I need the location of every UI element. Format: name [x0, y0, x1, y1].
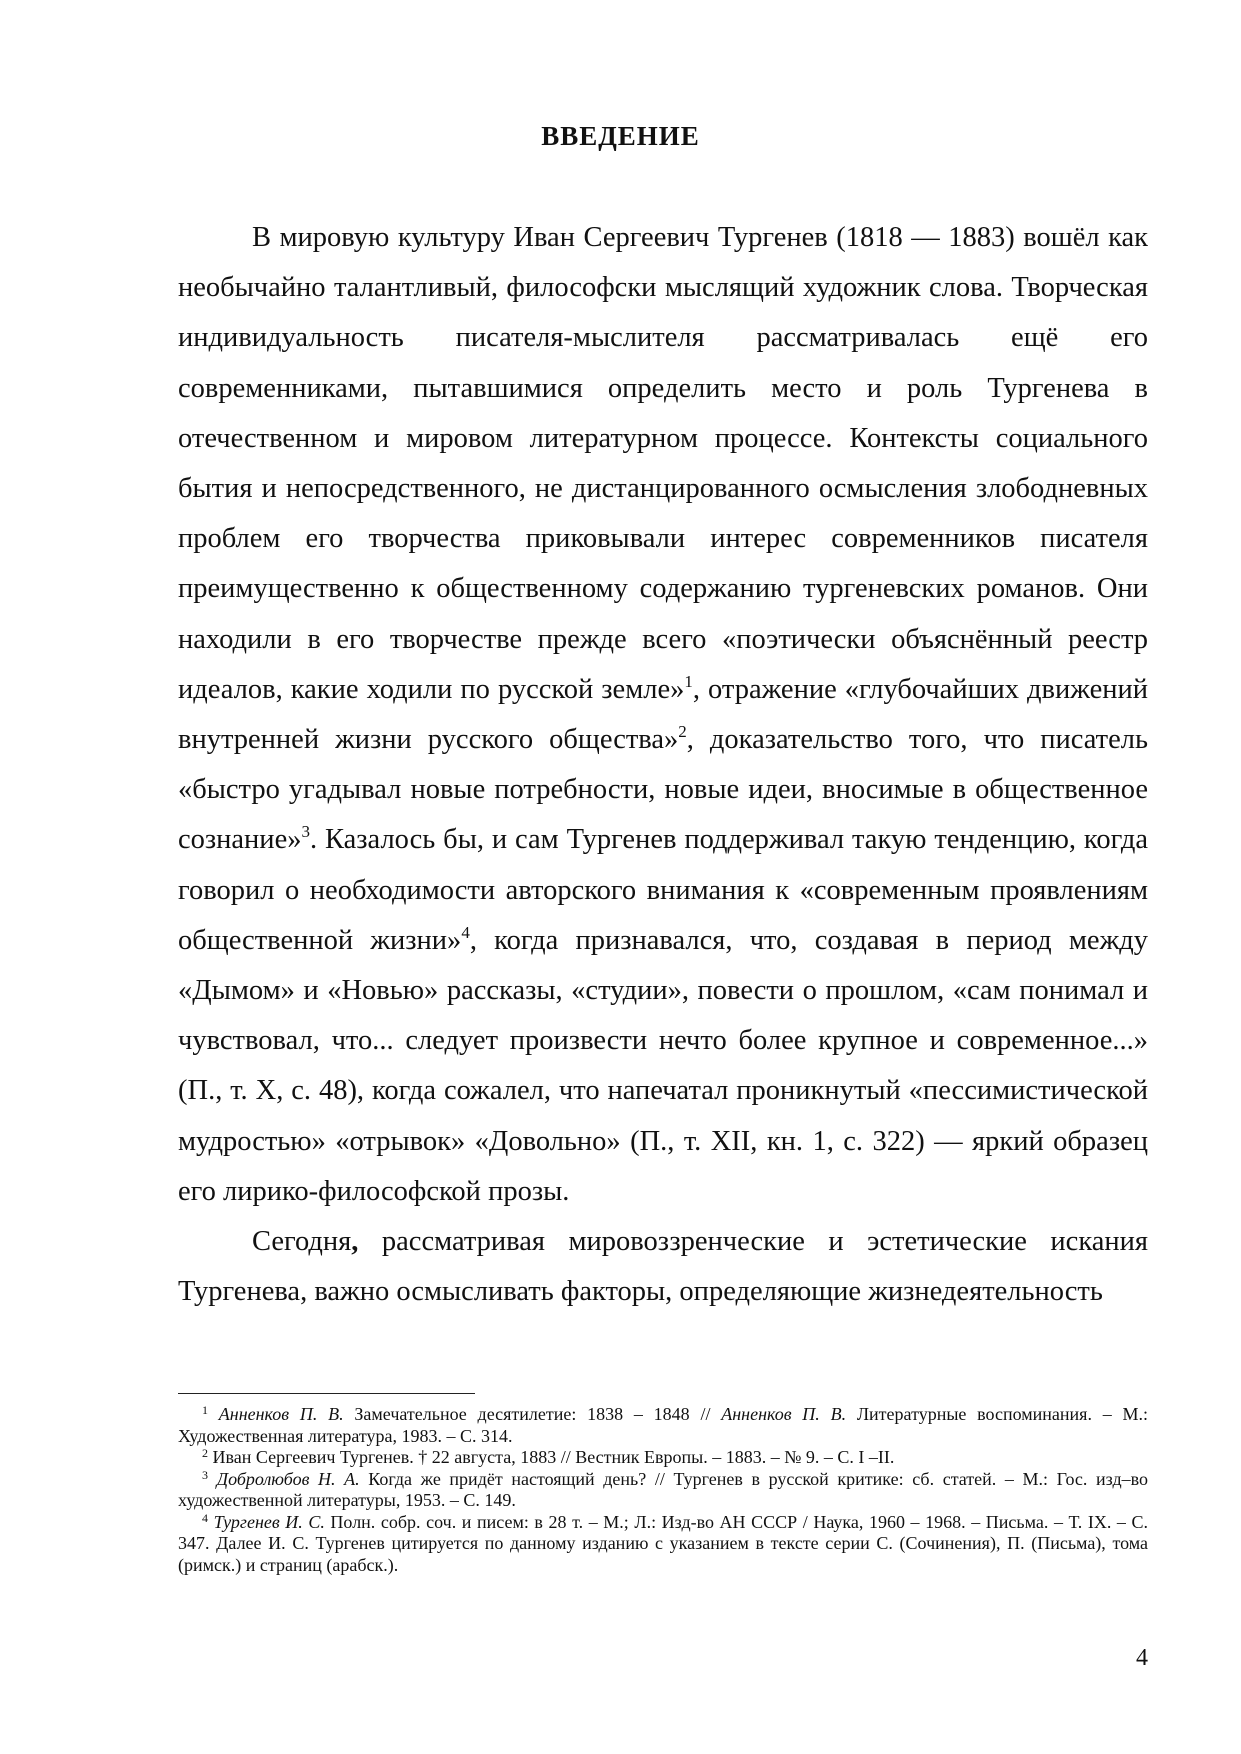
main-text [178, 213, 1148, 1317]
footnote-text: Замечательное десятилетие: 1838 – 1848 // [343, 1404, 722, 1424]
paragraph-text: . Казалось бы, и сам Тургенев поддерживал такую тенденцию, когда говорил о необходимости авторского внимания к «современным проявлениям общественной жизни» [178, 824, 1148, 956]
page-number: 4 [1136, 1645, 1148, 1671]
paragraph-footnote-ref: 4 [461, 922, 470, 942]
footnote [178, 1512, 1148, 1577]
paragraph [178, 1217, 1148, 1317]
footnote-text: Литературные воспоминания. – М.: Художественная литература, 1983. – С. 314. [178, 1404, 1149, 1446]
paragraph-footnote-ref: 2 [678, 722, 687, 742]
footnote-text: Иван Сергеевич Тургенев. † 22 августа, 1883 // Вестник Европы. – 1883. – № 9. – С. I –II. [208, 1447, 895, 1467]
paragraph-bold-text: , [351, 1226, 359, 1258]
footnote-italic-text: Тургенев И. С. [213, 1511, 325, 1532]
page-title: ВВЕДЕНИЕ [541, 121, 700, 151]
footnote-text [208, 1404, 219, 1424]
footnote-italic-text: Анненков П. В. [721, 1404, 847, 1424]
footnote-text [208, 1469, 217, 1489]
footnote-divider [178, 1393, 475, 1394]
paragraph-text: , доказательство того, что писатель «быстро угадывал новые потребности, новые идеи, вносимые в общественное сознание» [178, 724, 1148, 856]
footnote [178, 1404, 1148, 1447]
paragraph-text: Сегодня [252, 1226, 352, 1258]
paragraph-text: рассматривая мировоззренческие и эстетические искания Тургенева, важно осмысливать факторы, определяющие жизнедеятельность [178, 1226, 1148, 1308]
paragraph-text: В мировую культуру Иван Сергеевич Тургенев (1818 — 1883) вошёл как необычайно талантливый, философски мыслящий художник слова. Творческая индивидуальность писателя-мыслителя рассматривалась ещё его современниками, пытавшимися определить место и роль Тургенева в отечественном и мировом литературном процессе. Контексты социального бытия и непосредственного, не дистанцированного осмысления злободневных проблем его творчества приковывали интерес современников писателя преимущественно к общественному содержанию тургеневских романов. Они находили в его творчестве прежде всего «поэтически объяснённый реестр идеалов, какие ходили по русской земле» [178, 222, 1148, 705]
footnote-footnote-ref: 1 [202, 1403, 208, 1417]
footnote-footnote-ref: 2 [202, 1446, 208, 1460]
footnote-footnote-ref: 4 [202, 1510, 208, 1525]
footnote-italic-text: Добролюбов Н. А. [216, 1468, 360, 1489]
paragraph-footnote-ref: 3 [301, 822, 310, 842]
footnote-italic-text: Анненков П. В. [218, 1404, 344, 1424]
footnote [178, 1469, 1148, 1512]
paragraph-footnote-ref: 1 [684, 671, 693, 691]
footnotes [178, 1404, 1148, 1576]
footnote-text: Полн. собр. соч. и писем: в 28 т. – М.; Л.: Изд-во АН СССР / Наука, 1960 – 1968. – Письма. – Т. IX. – С. 347. Далее И. С. Тургенев цитируется по данному изданию с указанием в тексте серии С. (Сочинения), П. (Письма), тома (римск.) и страниц (арабск.). [178, 1511, 1148, 1575]
paragraph [178, 213, 1148, 1217]
footnote-footnote-ref: 3 [202, 1467, 208, 1482]
paragraph-text: , отражение «глубочайших движений внутренней жизни русского общества» [178, 673, 1148, 756]
footnote [178, 1447, 1148, 1469]
footnote-text: Когда же придёт настоящий день? // Тургенев в русской критике: сб. статей. – М.: Гос. изд–во художественной литературы, 1953. – С. 149. [178, 1468, 1149, 1510]
paragraph-text: , когда признавался, что, создавая в период между «Дымом» и «Новью» рассказы, «студии», повести о прошлом, «сам понимал и чувствовал, что... следует произвести нечто более крупное и современное...» (П., т. X, с. 48), когда сожалел, что напечатал проникнутый «пессимистической мудростью» «отрывок» «Довольно» (П., т. XII, кн. 1, с. 322) — яркий образец его лирико-философской прозы. [178, 924, 1149, 1207]
